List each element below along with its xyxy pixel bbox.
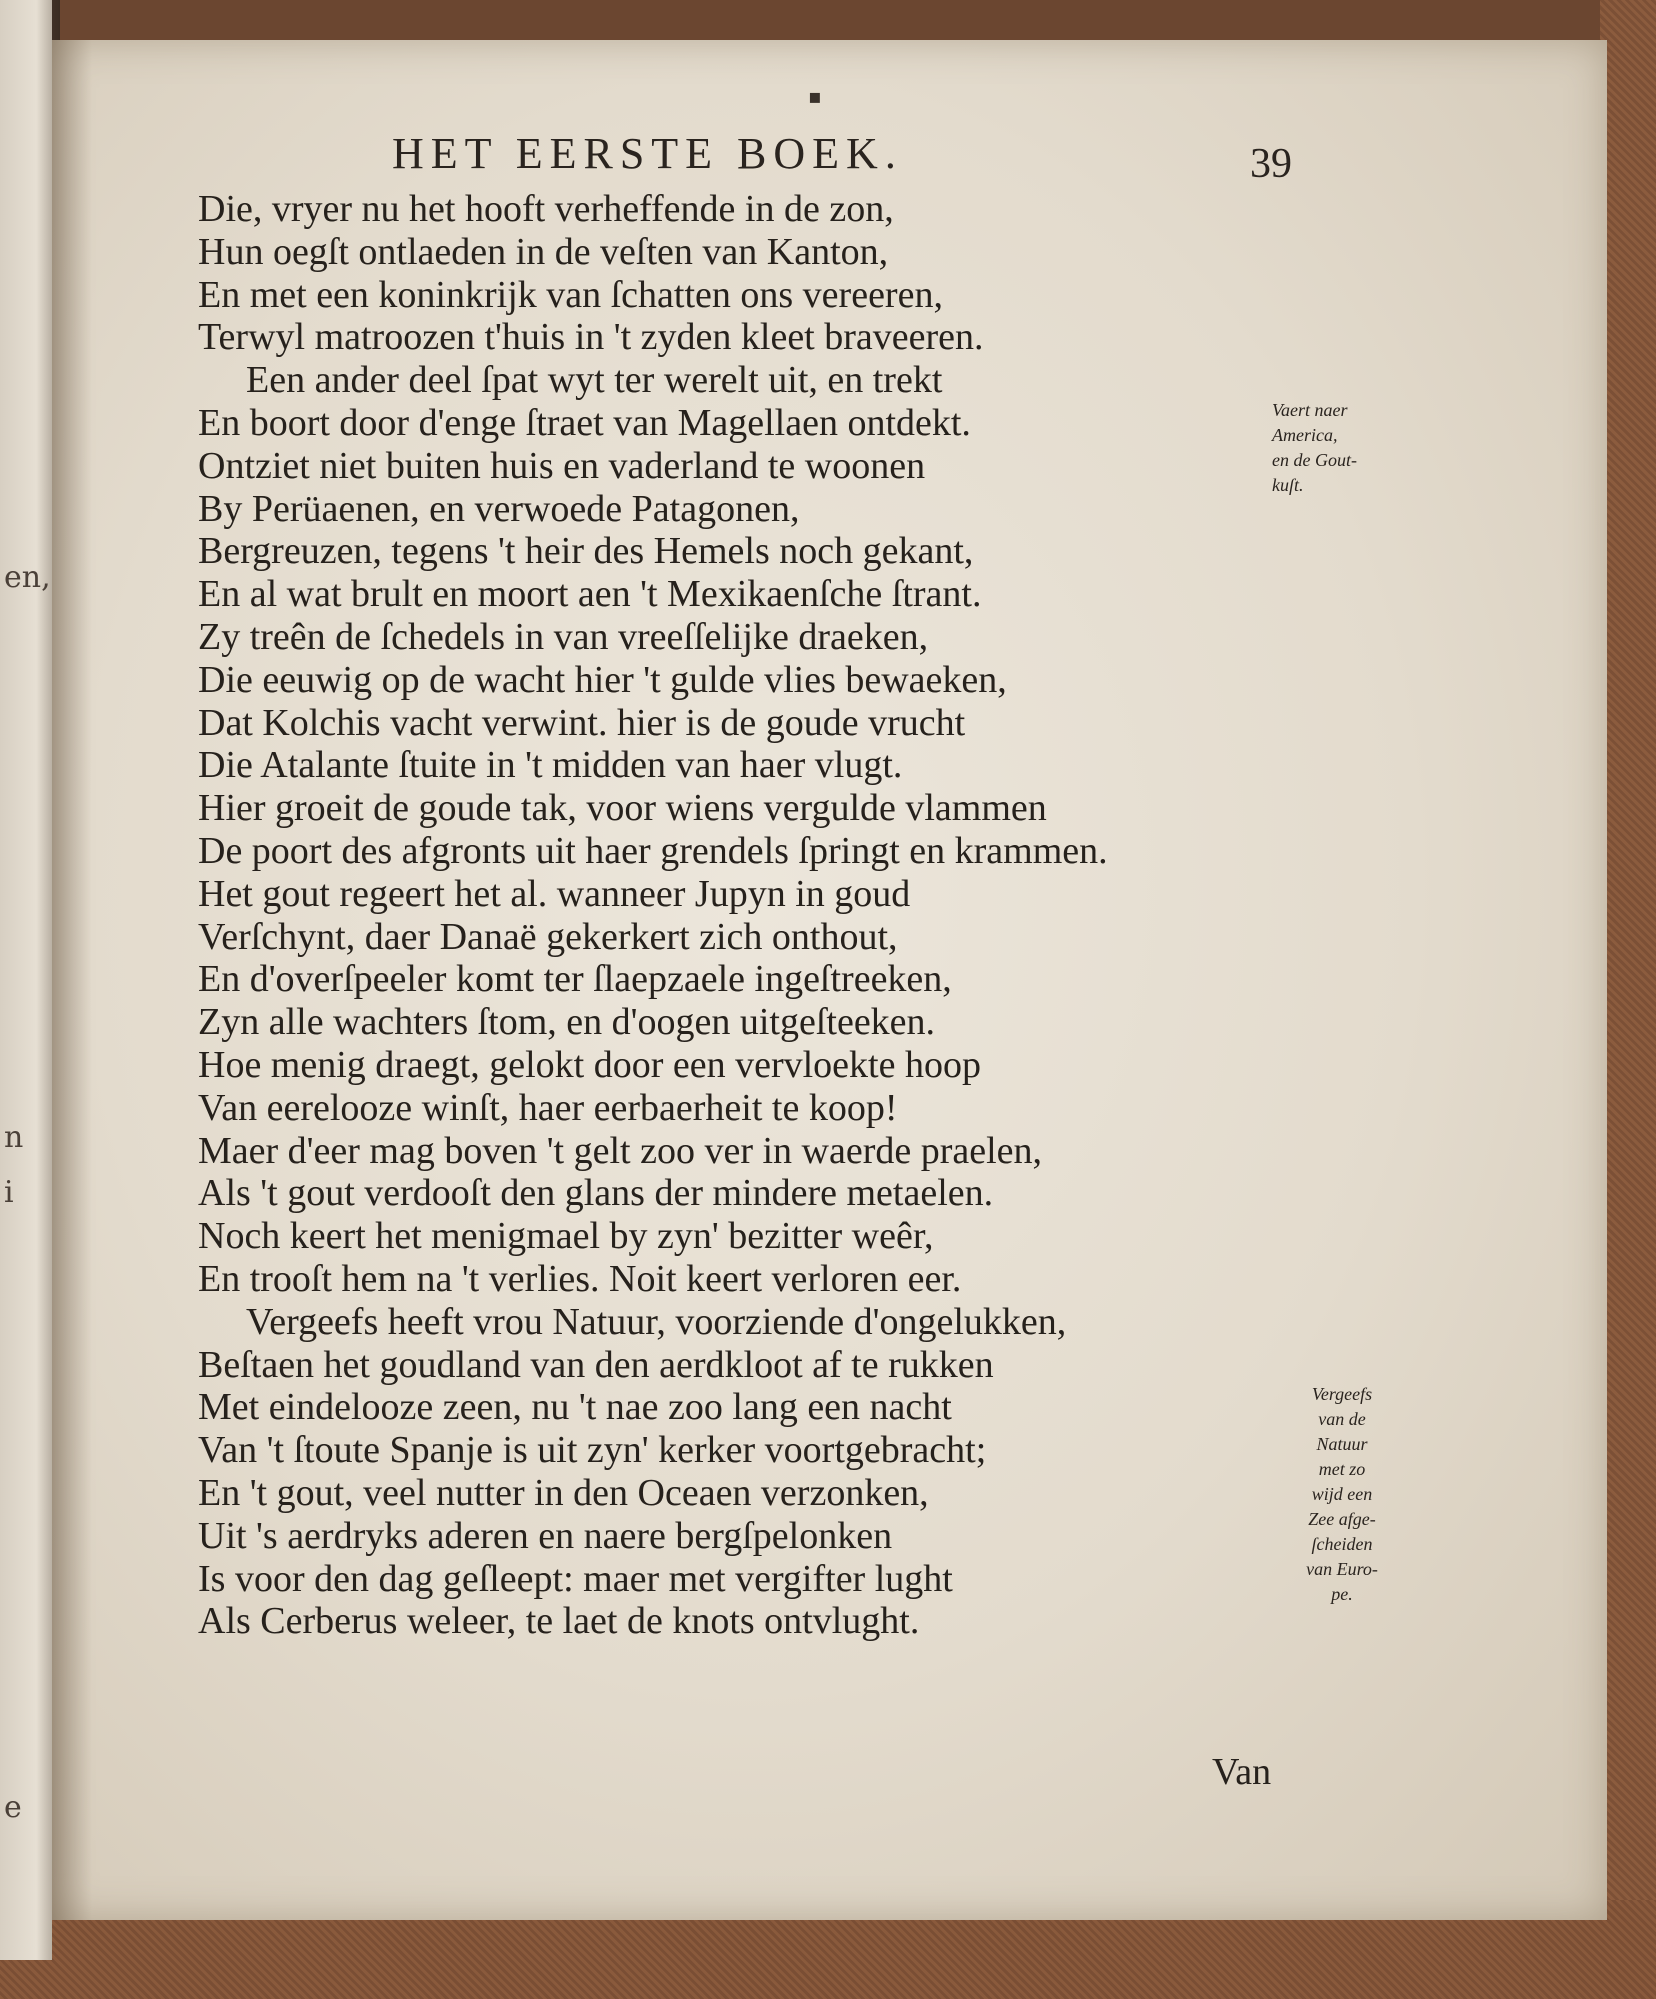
previous-page-edge <box>0 0 52 1960</box>
poem-line: Als Cerberus weleer, te laet de knots ontvlught. <box>198 1600 920 1643</box>
margin-note: Vergeefs van de Natuur met zo wijd een Zee afge- ſcheiden van Euro- pe. <box>1306 1384 1378 1604</box>
poem-line: Hoe menig draegt, gelokt door een vervloekte hoop <box>198 1043 981 1086</box>
poem-line: Is voor den dag geſleept: maer met vergifter lught <box>198 1557 953 1600</box>
poem-line: Met eindelooze zeen, nu 't nae zoo lang een nacht <box>198 1386 952 1429</box>
poem-line: Hier groeit de goude tak, voor wiens vergulde vlammen <box>198 787 1047 830</box>
book-page <box>52 40 1607 1920</box>
poem-line: Ontziet niet buiten huis en vaderland te woonen <box>198 444 926 487</box>
poem-line: En 't gout, veel nutter in den Oceaen verzonken, <box>198 1471 929 1514</box>
poem-line: Verſchynt, daer Danaë gekerkert zich onthout, <box>198 915 898 958</box>
poem-line: En met een koninkrijk van ſchatten ons vereeren, <box>198 273 943 316</box>
poem-line: Terwyl matroozen t'huis in 't zyden kleet braveeren. <box>198 316 984 359</box>
page-gutter-shadow <box>52 40 92 1920</box>
poem-line: By Perüaenen, en verwoede Patagonen, <box>198 487 800 530</box>
poem-line: Een ander deel ſpat wyt ter werelt uit, en trekt <box>246 359 943 402</box>
previous-page-fragment: i <box>4 1175 14 1210</box>
poem-line: Noch keert het menigmael by zyn' bezitter weêr, <box>198 1215 934 1258</box>
poem-line: Vergeefs heeft vrou Natuur, voorziende d'ongelukken, <box>246 1300 1067 1343</box>
poem-body <box>198 188 1318 1643</box>
poem-line: Van 't ſtoute Spanje is uit zyn' kerker voortgebracht; <box>198 1429 987 1472</box>
poem-line: Zy treên de ſchedels in van vreeſſelijke draeken, <box>198 615 929 658</box>
poem-line: En boort door d'enge ſtraet van Magellaen ontdekt. <box>198 401 971 444</box>
previous-page-fragment: n <box>4 1120 24 1155</box>
poem-line: En al wat brult en moort aen 't Mexikaenſche ſtrant. <box>198 573 982 616</box>
poem-line: Beſtaen het goudland van den aerdkloot af te rukken <box>198 1343 994 1386</box>
poem-line: Het gout regeert het al. wanneer Jupyn in goud <box>198 872 911 915</box>
poem-line: Die Atalante ſtuite in 't midden van haer vlugt. <box>198 744 903 787</box>
poem-line: Als 't gout verdooſt den glans der mindere metaelen. <box>198 1172 994 1215</box>
margin-note: Vaert naer America, en de Gout- kuſt. <box>1272 400 1357 495</box>
poem-line: Van eerelooze winſt, haer eerbaerheit te koop! <box>198 1086 898 1129</box>
poem-line: Bergreuzen, tegens 't heir des Hemels noch gekant, <box>198 530 974 573</box>
poem-line: Uit 's aerdryks aderen en naere bergſpelonken <box>198 1514 893 1557</box>
page-number: 39 <box>1250 141 1292 187</box>
previous-page-fragment: en, <box>4 560 51 595</box>
poem-line: Die eeuwig op de wacht hier 't gulde vlies bewaeken, <box>198 658 1007 701</box>
poem-line: De poort des afgronts uit haer grendels ſpringt en krammen. <box>198 829 1108 872</box>
catchword: Van <box>1212 1751 1272 1793</box>
ornament-mark: ▪ <box>808 84 822 108</box>
poem-line: En trooſt hem na 't verlies. Noit keert verloren eer. <box>198 1257 962 1300</box>
cloth-background-right <box>1600 0 1656 1999</box>
running-head: HET EERSTE BOEK. <box>392 129 903 178</box>
poem-line: Hun oegſt ontlaeden in de veſten van Kanton, <box>198 230 889 273</box>
previous-page-fragment: e <box>4 1790 22 1825</box>
poem-line: Maer d'eer mag boven 't gelt zoo ver in waerde praelen, <box>198 1129 1043 1172</box>
poem-line: Die, vryer nu het hooft verheffende in de zon, <box>198 188 894 230</box>
poem-line: En d'overſpeeler komt ter ſlaepzaele ingeſtreeken, <box>198 958 952 1001</box>
poem-line: Dat Kolchis vacht verwint. hier is de goude vrucht <box>198 701 966 744</box>
poem-line: Zyn alle wachters ſtom, en d'oogen uitgeſteeken. <box>198 1001 936 1044</box>
